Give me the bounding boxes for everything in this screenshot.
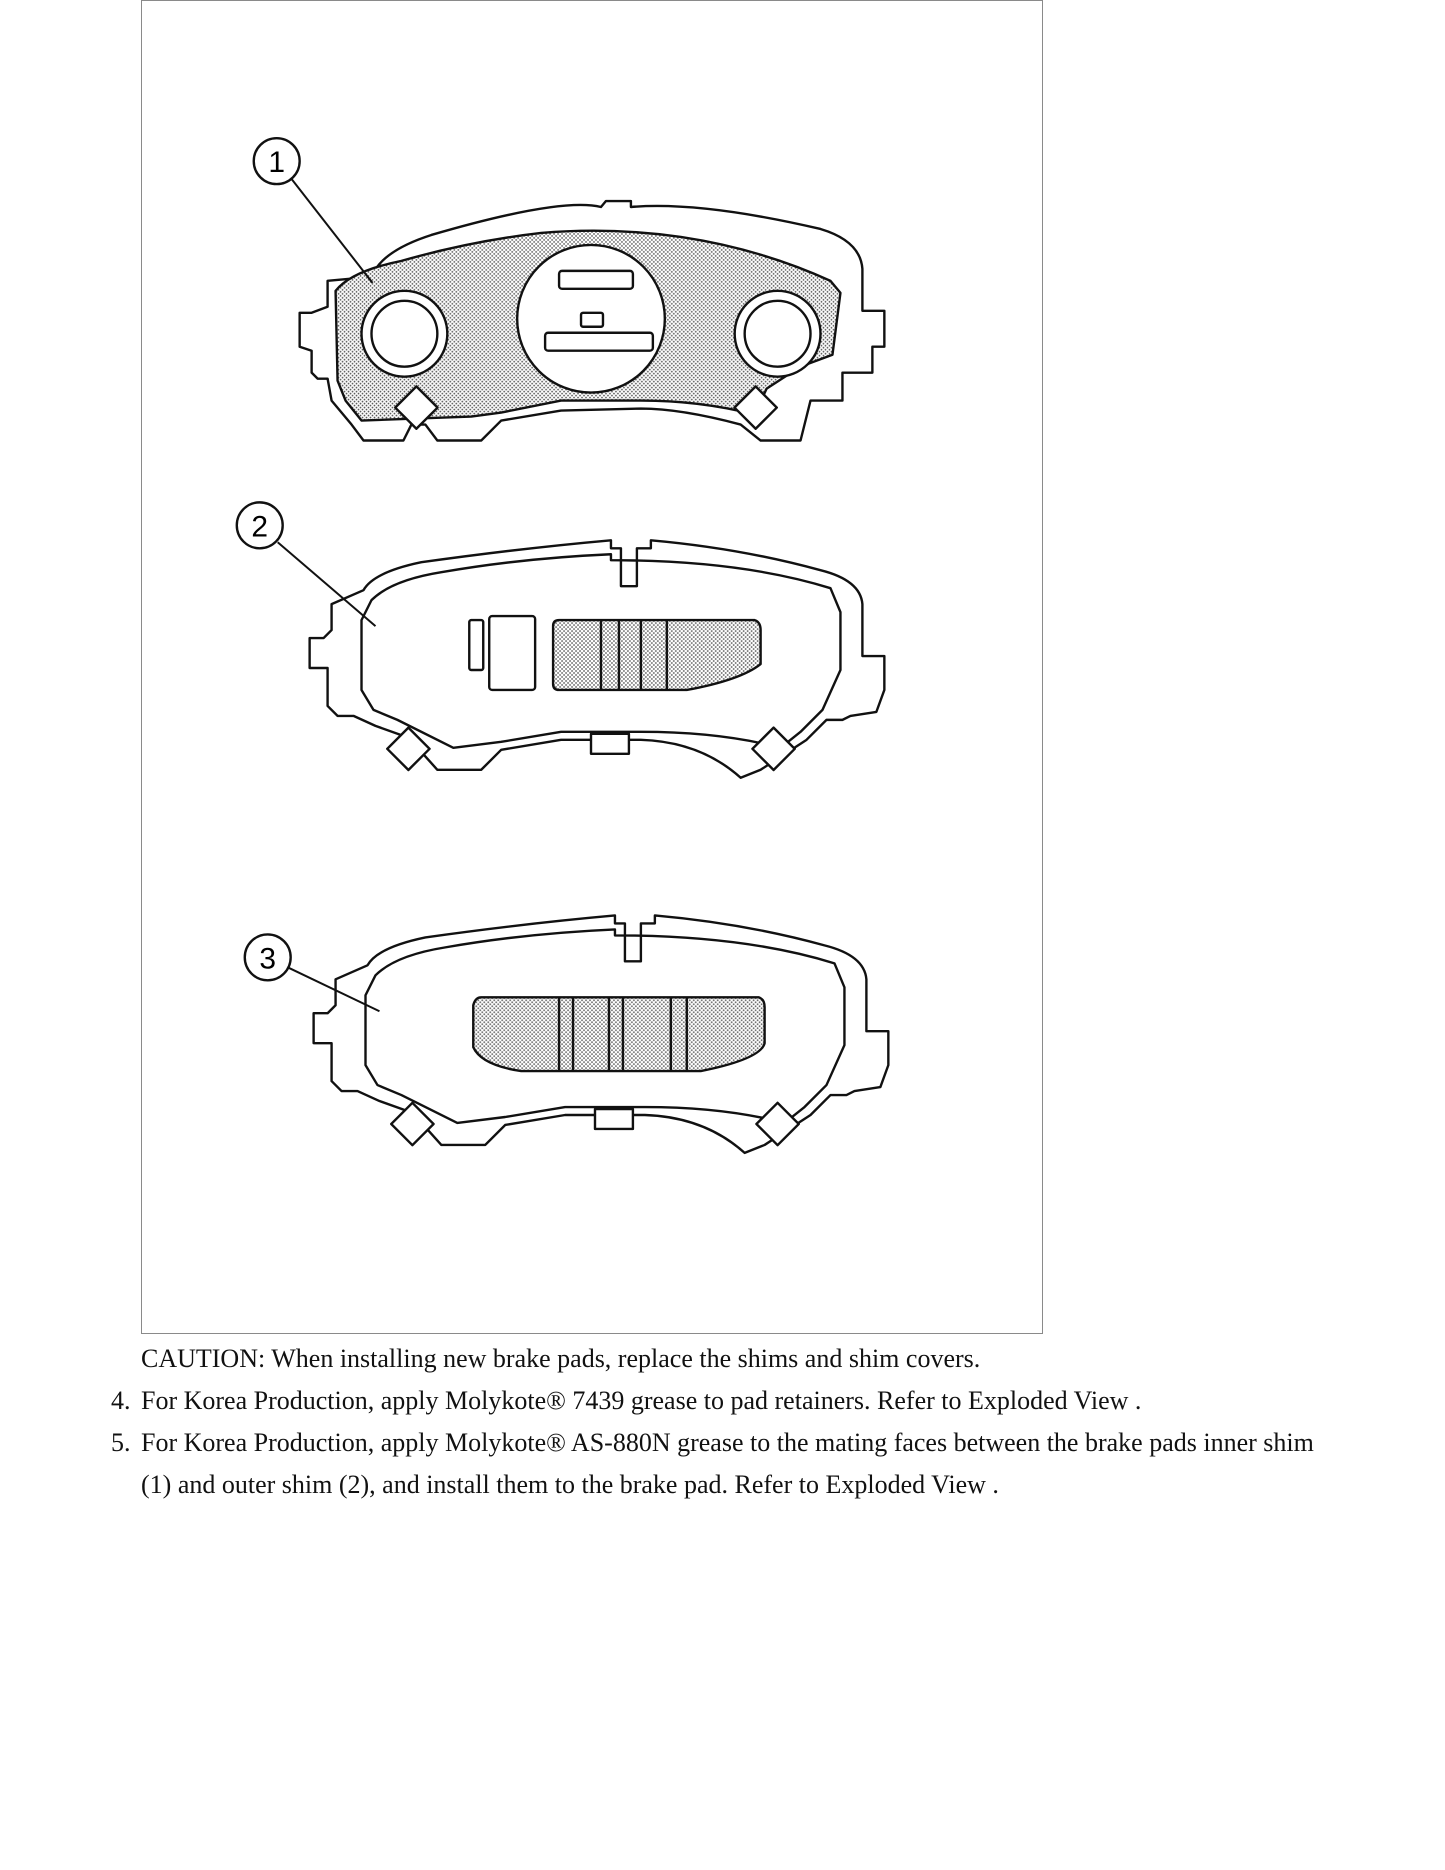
- caution-note: CAUTION: When installing new brake pads, replace the shims and shim covers.: [141, 1344, 981, 1373]
- callout-number-2: 2: [251, 510, 269, 544]
- step-text: For Korea Production, apply Molykote® 7439 grease to pad retainers. Refer to Exploded View .: [141, 1386, 1142, 1415]
- callout-3: [245, 934, 380, 1011]
- step-number: 4.: [111, 1386, 131, 1415]
- callout-2: [237, 502, 376, 626]
- instruction-text: [111, 1338, 1341, 1506]
- step-number: 5.: [111, 1428, 131, 1457]
- brake-pad-2-drawing: [310, 540, 885, 777]
- brake-pad-illustration: [141, 0, 1043, 1334]
- step-list: [111, 1380, 1341, 1506]
- callout-1: [254, 138, 373, 283]
- step-text: For Korea Production, apply Molykote® AS-880N grease to the mating faces between the brake pads inner shim (1) and outer shim (2), and install them to the brake pad. Refer to Exploded View .: [141, 1428, 1314, 1499]
- step-4: [111, 1380, 1341, 1422]
- callout-number-3: 3: [259, 942, 277, 976]
- callout-number-1: 1: [268, 146, 286, 180]
- brake-pad-3-drawing: [314, 915, 889, 1152]
- step-5: [111, 1422, 1341, 1506]
- brake-pad-1-drawing: [300, 201, 885, 440]
